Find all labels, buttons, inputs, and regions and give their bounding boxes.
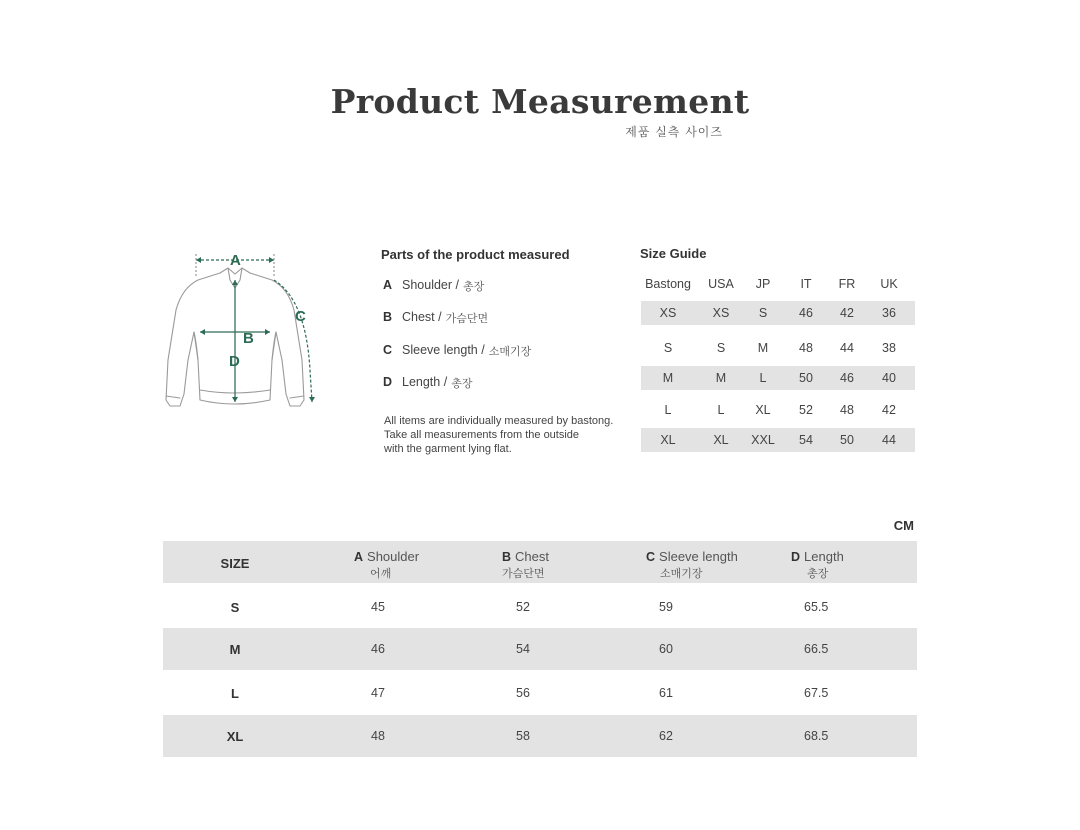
unit-label: CM xyxy=(893,518,914,533)
size-guide-cell: XXL xyxy=(751,433,775,447)
size-guide-title: Size Guide xyxy=(640,246,707,261)
size-guide-cell: 42 xyxy=(840,306,854,320)
page-subtitle: 제품 실측 사이즈 xyxy=(625,125,723,139)
value-cell: 61 xyxy=(659,686,673,700)
value-cell: 47 xyxy=(371,686,385,700)
part-name: Chest / xyxy=(402,310,442,325)
column-header-sleeve-length: C Sleeve length 소매기장 xyxy=(646,549,738,580)
part-item xyxy=(383,343,531,375)
part-name: Sleeve length / xyxy=(402,342,485,357)
part-item xyxy=(383,310,531,342)
size-guide-cell: 54 xyxy=(799,433,813,447)
size-guide-cell: XS xyxy=(659,306,677,320)
note-line: Take all measurements from the outside xyxy=(384,429,580,441)
size-guide-cell: S xyxy=(758,306,768,320)
size-guide-cell: L xyxy=(717,403,725,417)
column-header-shoulder: A Shoulder 어깨 xyxy=(354,549,420,580)
value-cell: 48 xyxy=(371,729,385,743)
size-guide-cell: 48 xyxy=(799,341,813,355)
size-guide-cell: 50 xyxy=(799,371,813,385)
part-name-kr: 총장 xyxy=(462,280,485,293)
size-guide-row xyxy=(641,428,915,452)
table-row xyxy=(163,672,917,714)
value-cell: 60 xyxy=(659,642,673,656)
size-guide-cell: XL xyxy=(660,433,676,447)
table-header-row xyxy=(163,541,917,583)
parts-title: Parts of the product measured xyxy=(381,247,570,262)
size-guide-header-cell: UK xyxy=(880,277,898,291)
value-cell: 62 xyxy=(659,729,673,743)
part-letter: C xyxy=(383,342,393,357)
size-guide-cell: M xyxy=(715,371,727,385)
size-guide-cell: M xyxy=(757,341,769,355)
size-guide-header-cell: FR xyxy=(838,277,856,291)
size-guide-cell: 36 xyxy=(882,306,896,320)
size-guide-header-cell: Bastong xyxy=(645,277,691,291)
value-cell: 68.5 xyxy=(804,729,829,743)
size-guide-cell: 38 xyxy=(882,341,896,355)
value-cell: 56 xyxy=(516,686,530,700)
size-guide-cell: 52 xyxy=(799,403,813,417)
part-item xyxy=(383,375,531,407)
size-cell: S xyxy=(230,600,240,615)
page-title: Product Measurement xyxy=(330,82,750,121)
size-guide-row xyxy=(641,336,915,360)
size-guide-cell: XS xyxy=(712,306,730,320)
size-guide-cell: S xyxy=(663,341,673,355)
size-guide-cell: 46 xyxy=(840,371,854,385)
value-cell: 66.5 xyxy=(804,642,829,656)
size-guide-cell: 44 xyxy=(840,341,854,355)
part-item xyxy=(383,278,531,310)
size-header: SIZE xyxy=(220,556,250,571)
size-guide-cell: L xyxy=(664,403,672,417)
column-header-chest: B Chest 가슴단면 xyxy=(502,549,549,580)
size-guide-header-cell: JP xyxy=(755,277,771,291)
value-cell: 46 xyxy=(371,642,385,656)
size-guide-header-cell: IT xyxy=(800,277,812,291)
size-guide-row xyxy=(641,366,915,390)
table-row xyxy=(163,586,917,628)
part-name: Length / xyxy=(402,375,448,390)
diagram-label-c: C xyxy=(295,308,306,325)
jacket-diagram xyxy=(158,240,328,420)
size-guide-row xyxy=(641,398,915,422)
table-row xyxy=(163,715,917,757)
measurement-note xyxy=(384,414,613,456)
size-guide-header-row xyxy=(641,272,915,296)
size-cell: L xyxy=(231,686,239,701)
part-name-kr: 총장 xyxy=(451,377,473,391)
size-guide-cell: XL xyxy=(755,403,771,417)
size-guide-cell: S xyxy=(716,341,726,355)
value-cell: 65.5 xyxy=(804,600,829,614)
value-cell: 59 xyxy=(659,600,673,614)
table-row xyxy=(163,628,917,670)
value-cell: 67.5 xyxy=(804,686,829,700)
size-guide-cell: 40 xyxy=(882,371,896,385)
size-cell: M xyxy=(229,642,241,657)
value-cell: 52 xyxy=(516,600,530,614)
diagram-label-b: B xyxy=(243,330,254,347)
size-guide-row xyxy=(641,301,915,325)
size-guide-header-cell: USA xyxy=(708,277,734,291)
size-guide-cell: 44 xyxy=(882,433,896,447)
parts-list xyxy=(383,278,531,408)
part-letter: B xyxy=(383,310,393,325)
diagram-label-a: A xyxy=(230,252,241,269)
note-line: with the garment lying flat. xyxy=(384,443,512,455)
size-cell: XL xyxy=(226,729,244,744)
size-guide-cell: 48 xyxy=(840,403,854,417)
value-cell: 58 xyxy=(516,729,530,743)
note-line: All items are individually measured by bastong. xyxy=(384,415,614,427)
size-guide-cell: XL xyxy=(713,433,729,447)
value-cell: 45 xyxy=(371,600,385,614)
part-letter: D xyxy=(383,375,393,390)
value-cell: 54 xyxy=(516,642,530,656)
size-guide-cell: L xyxy=(759,371,767,385)
size-guide-cell: 50 xyxy=(840,433,854,447)
size-guide-cell: 42 xyxy=(882,403,896,417)
column-header-length: D Length 총장 xyxy=(791,549,844,580)
part-letter: A xyxy=(383,278,393,292)
part-name-kr: 소매기장 xyxy=(488,344,532,358)
diagram-label-d: D xyxy=(229,353,240,370)
size-guide-cell: M xyxy=(662,371,674,385)
part-name: Shoulder / xyxy=(402,278,459,292)
size-guide-cell: 46 xyxy=(799,306,813,320)
part-name-kr: 가슴단면 xyxy=(445,312,489,326)
